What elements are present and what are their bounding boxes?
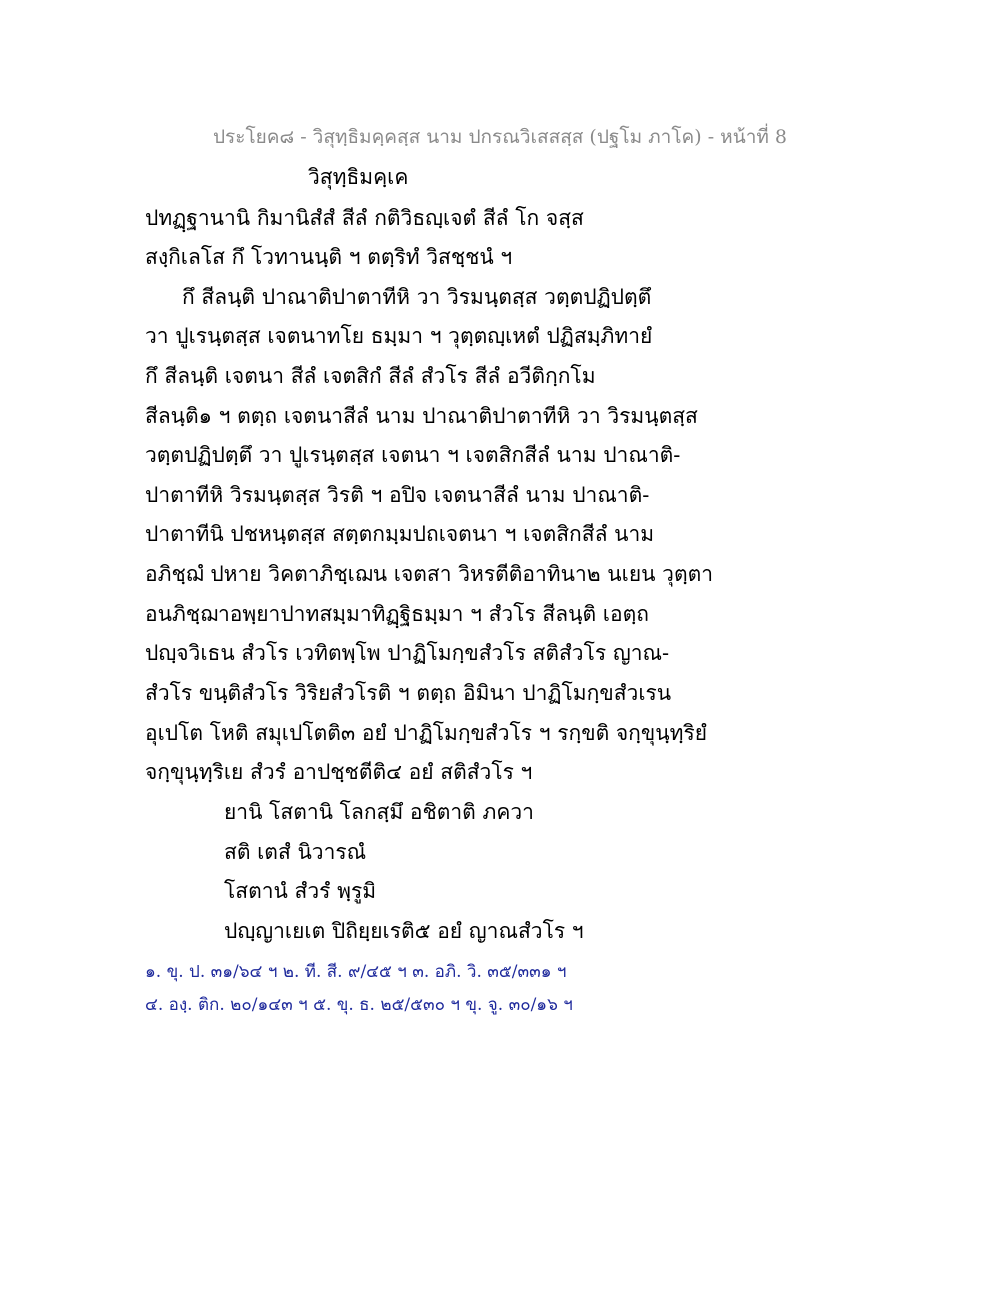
verse-line: โสตานํ สํวรํ พฺรูมิ	[224, 879, 377, 903]
text-line: วา ปูเรนฺตสฺส เจตนาทโย ธมฺมา ฯ วุตฺตญฺเหตํ ปฏิสมฺภิทายํ	[145, 324, 653, 348]
page-header: ประโยค๘ - วิสุทฺธิมคฺคสฺส นาม ปกรณวิเสสสฺส (ปฐโม ภาโค) - หน้าที่ 8	[212, 126, 788, 148]
text-line: อภิชฺฌํ ปหาย วิคตาภิชฺเฌน เจตสา วิหรตีติอาทินา๒ นเยน วุตฺตา	[145, 562, 714, 586]
text-line: ปญฺจวิเธน สํวโร เวทิตพฺโพ ปาฏิโมกฺขสํวโร สติสํวโร ญาณ-	[145, 641, 670, 665]
text-line: ปาตาทีหิ วิรมนฺตสฺส วิรติ ฯ อปิจ เจตนาสีลํ นาม ปาณาติ-	[145, 483, 650, 507]
text-line: สงฺกิเลโส กึ โวทานนฺติ ฯ ตตฺริทํ วิสชฺชนํ ฯ	[145, 245, 513, 269]
text-line: อนภิชฺฌาอพฺยาปาทสมฺมาทิฏฺฐิธมฺมา ฯ สํวโร สีลนฺติ เอตฺถ	[145, 602, 649, 626]
text-line: จกฺขุนฺทฺริเย สํวรํ อาปชฺชตีติ๔ อยํ สติสํวโร ฯ	[145, 760, 533, 784]
text-line: สํวโร ขนฺติสํวโร วิริยสํวโรติ ฯ ตตฺถ อิมินา ปาฏิโมกฺขสํวเรน	[145, 681, 672, 705]
text-line: ปาตาทีนิ ปชหนฺตสฺส สตฺตกมฺมปถเจตนา ฯ เจตสิกสีลํ นาม	[145, 522, 655, 546]
book-title: วิสุทฺธิมคฺเค	[308, 165, 409, 189]
verse-line: ยานิ โสตานิ โลกสฺมึ อชิตาติ ภควา	[224, 800, 534, 824]
text-line: ปทฏฺฐานานิ กิมานิสํสํ สีลํ กติวิธญฺเจตํ สีลํ โก จสฺส	[145, 206, 584, 230]
text-line: กึ สีลนฺติ เจตนา สีลํ เจตสิกํ สีลํ สํวโร สีลํ อวีติกฺกโม	[145, 364, 596, 388]
text-line: วตฺตปฏิปตฺตึ วา ปูเรนฺตสฺส เจตนา ฯ เจตสิกสีลํ นาม ปาณาติ-	[145, 443, 681, 467]
footnote-line: ๔. องฺ. ติก. ๒๐/๑๔๓ ฯ ๕. ขุ. ธ. ๒๕/๕๓๐ ฯ ขุ. จู. ๓๐/๑๖ ฯ	[145, 995, 573, 1015]
text-line: กึ สีลนฺติ ปาณาติปาตาทีหิ วา วิรมนฺตสฺส วตฺตปฏิปตฺตึ	[182, 285, 652, 309]
verse-line: ปญฺญาเยเต ปิถิยฺยเรติ๕ อยํ ญาณสํวโร ฯ	[224, 919, 584, 943]
footnote-line: ๑. ขุ. ป. ๓๑/๖๔ ฯ ๒. ที. สี. ๙/๔๕ ฯ ๓. อภิ. วิ. ๓๕/๓๓๑ ฯ	[145, 962, 567, 982]
verse-line: สติ เตสํ นิวารณํ	[224, 840, 367, 864]
text-line: อุเปโต โหติ สมุเปโตติ๓ อยํ ปาฏิโมกฺขสํวโร ฯ รกฺขติ จกฺขุนฺทฺริยํ	[145, 721, 708, 745]
text-line: สีลนฺติ๑ ฯ ตตฺถ เจตนาสีลํ นาม ปาณาติปาตาทีหิ วา วิรมนฺตสฺส	[145, 404, 698, 428]
